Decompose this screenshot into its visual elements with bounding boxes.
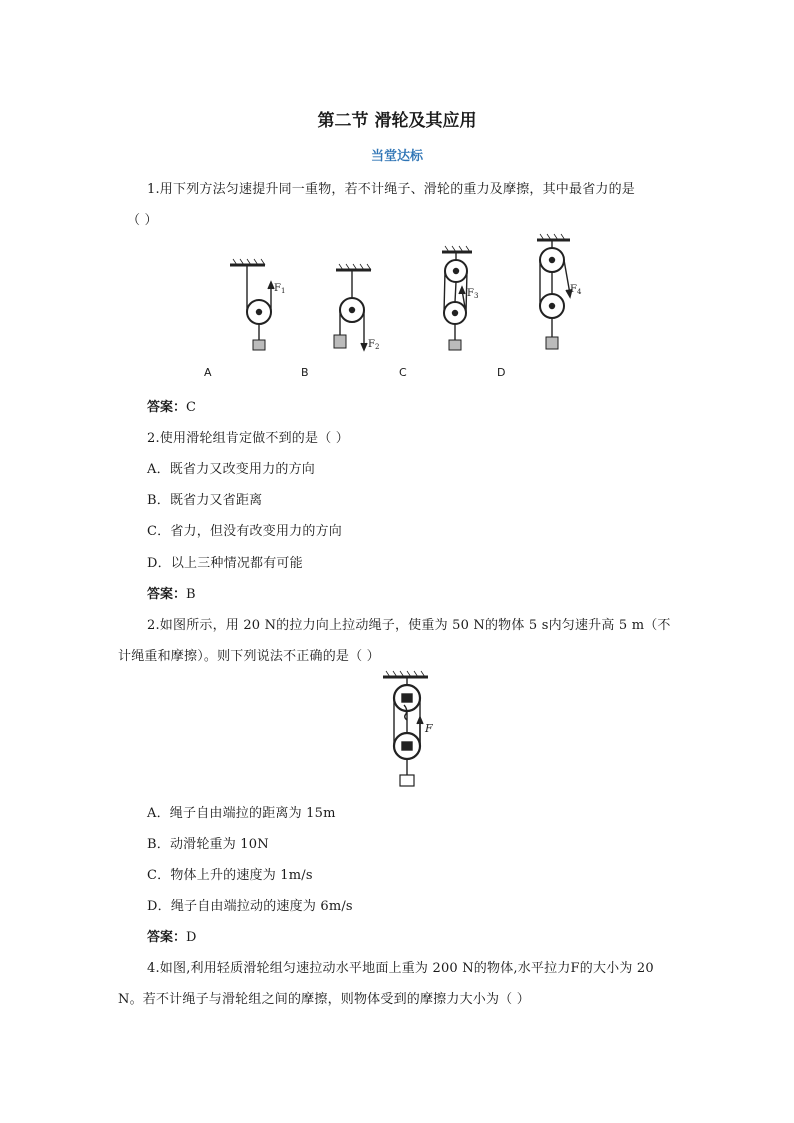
q2-option-a: A．既省力又改变用力的方向 [147, 462, 315, 477]
q3-option-a: A．绳子自由端拉的距离为 15m [147, 806, 336, 821]
q1-option-a: A [204, 366, 212, 379]
q3-answer [147, 926, 196, 945]
q1-option-b: B [301, 366, 309, 379]
q4-stem-line1: 4.如图,利用轻质滑轮组匀速拉动水平地面上重为 200 N的物体,水平拉力F的大小为 20 [147, 961, 654, 976]
force-sub-4: 4 [576, 288, 582, 296]
q4-stem-line2: N。若不计绳子与滑轮组之间的摩擦，则物体受到的摩擦力大小为（ ） [118, 992, 530, 1007]
q1-option-c: C [399, 366, 407, 379]
q1-answer-value: C [186, 400, 196, 415]
q3-option-b: B．动滑轮重为 10N [147, 837, 269, 852]
q1-answer-label: 答案： [147, 400, 187, 415]
force-label-f3: F [467, 288, 474, 299]
q2-answer-label: 答案： [147, 587, 187, 602]
force-label-f1: F [274, 283, 281, 294]
force-label-f4: F [570, 284, 577, 295]
q2-stem: 2.使用滑轮组肯定做不到的是（ ） [147, 431, 349, 446]
q3-option-c: C．物体上升的速度为 1m/s [147, 868, 313, 883]
q3-option-d: D．绳子自由端拉动的速度为 6m/s [147, 899, 353, 914]
q3-answer-label: 答案： [147, 930, 187, 945]
q2-option-c: C．省力，但没有改变用力的方向 [147, 524, 342, 539]
q3-force-label: F [425, 722, 433, 735]
section-subtitle: 当堂达标 [370, 149, 423, 164]
q3-answer-value: D [186, 930, 197, 945]
page-title: 第二节 滑轮及其应用 [317, 111, 477, 131]
force-label-f2: F [368, 339, 375, 350]
force-sub-2: 2 [374, 343, 380, 351]
q1-stem-line1: 1.用下列方法匀速提升同一重物，若不计绳子、滑轮的重力及摩擦，其中最省力的是 [147, 182, 636, 197]
q1-stem-line2: （ ） [127, 213, 158, 228]
q2-answer-value: B [186, 587, 196, 602]
q2-option-b: B．既省力又省距离 [147, 493, 263, 508]
q3-stem-line2: 计绳重和摩擦）。则下列说法不正确的是（ ） [118, 649, 380, 664]
q1-option-d: D [497, 366, 506, 379]
force-sub-3: 3 [473, 292, 479, 300]
force-sub-1: 1 [280, 287, 286, 295]
q2-option-d: D．以上三种情况都有可能 [147, 556, 303, 571]
q3-stem-line1: 2.如图所示，用 20 N的拉力向上拉动绳子，使重为 50 N的物体 5 s内匀速升高 5 m（不 [147, 618, 671, 633]
